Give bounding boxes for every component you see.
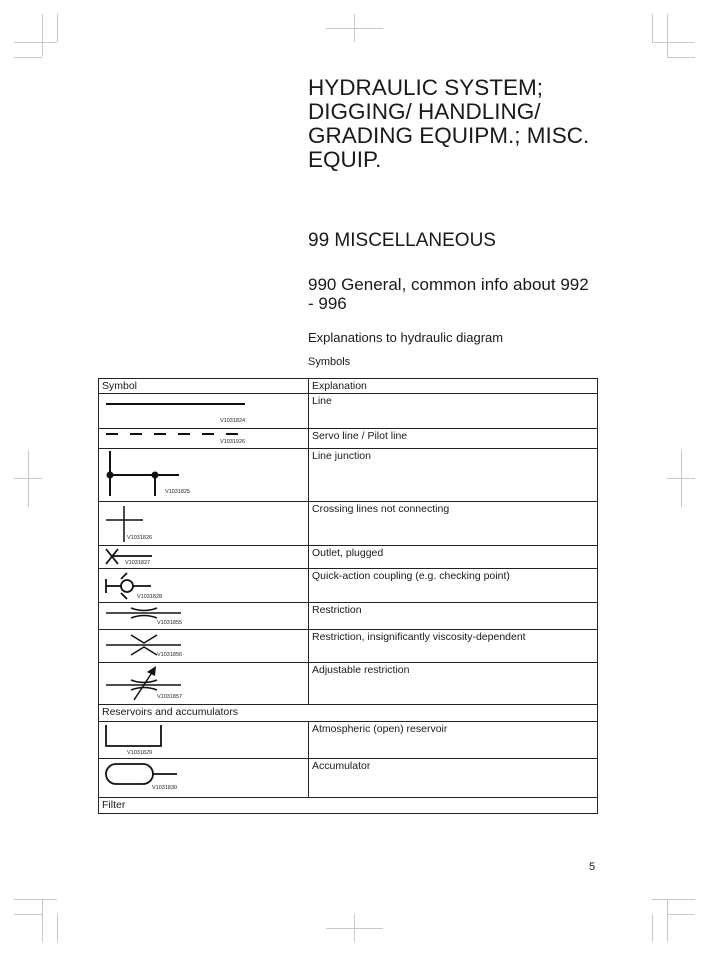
explanation: Atmospheric (open) reservoir [309,722,598,759]
section-row [99,705,598,722]
section-label: Reservoirs and accumulators [99,705,598,722]
explanation: Line junction [309,449,598,502]
explanation: Restriction, insignificantly viscosity-dependent [309,630,598,663]
explanation: Line [309,394,598,429]
symbol-code: V1031827 [125,560,151,566]
symbol-code: V1031828 [137,594,163,600]
table-row [99,394,598,429]
table-row [99,449,598,502]
explanation: Adjustable restriction [309,663,598,705]
page-number: 5 [589,861,596,873]
table-row [99,630,598,663]
table-row [99,502,598,546]
page-title: HYDRAULIC SYSTEM; DIGGING/ HANDLING/ GRADING EQUIPM.; MISC. EQUIP. [308,75,590,172]
symbols-table [98,378,598,814]
line-icon [99,394,302,428]
symbol-code: V1031824 [220,418,246,424]
explanation: Quick-action coupling (e.g. checking point) [309,569,598,603]
table-row [99,663,598,705]
table-row [99,722,598,759]
section-row [99,798,598,814]
symbol-code: V1031926 [220,439,246,445]
explanation: Accumulator [309,759,598,798]
table-header-row [99,379,598,394]
symbol-code: V1031830 [152,785,178,791]
topic-heading: Explanations to hydraulic diagram [308,330,504,345]
symbols-label: Symbols [308,356,351,368]
table-row [99,603,598,630]
adjustable-restriction-icon [99,663,302,704]
header-symbol: Symbol [99,379,309,394]
orifice-icon [99,630,302,662]
dashed-line-icon [99,429,302,448]
subsection-heading: 990 General, common info about 992 - 996 [308,275,589,313]
section-label: Filter [99,798,598,814]
table-row [99,759,598,798]
accumulator-icon [99,759,302,797]
symbol-code: V1031857 [157,694,183,700]
symbol-code: V1031826 [127,535,153,541]
symbol-code: V1031825 [165,489,191,495]
section-heading: 99 MISCELLANEOUS [308,230,496,251]
restriction-icon [99,603,302,629]
explanation: Outlet, plugged [309,546,598,569]
explanation: Restriction [309,603,598,630]
symbol-code: V1031856 [157,652,183,658]
explanation: Crossing lines not connecting [309,502,598,546]
table-row [99,429,598,449]
explanation: Servo line / Pilot line [309,429,598,449]
table-row [99,569,598,603]
header-explanation: Explanation [309,379,598,394]
table-row [99,546,598,569]
symbol-code: V1031829 [127,750,153,756]
symbol-code: V1031855 [157,620,183,626]
line-junction-icon [99,449,302,501]
quick-coupling-icon [99,569,302,602]
